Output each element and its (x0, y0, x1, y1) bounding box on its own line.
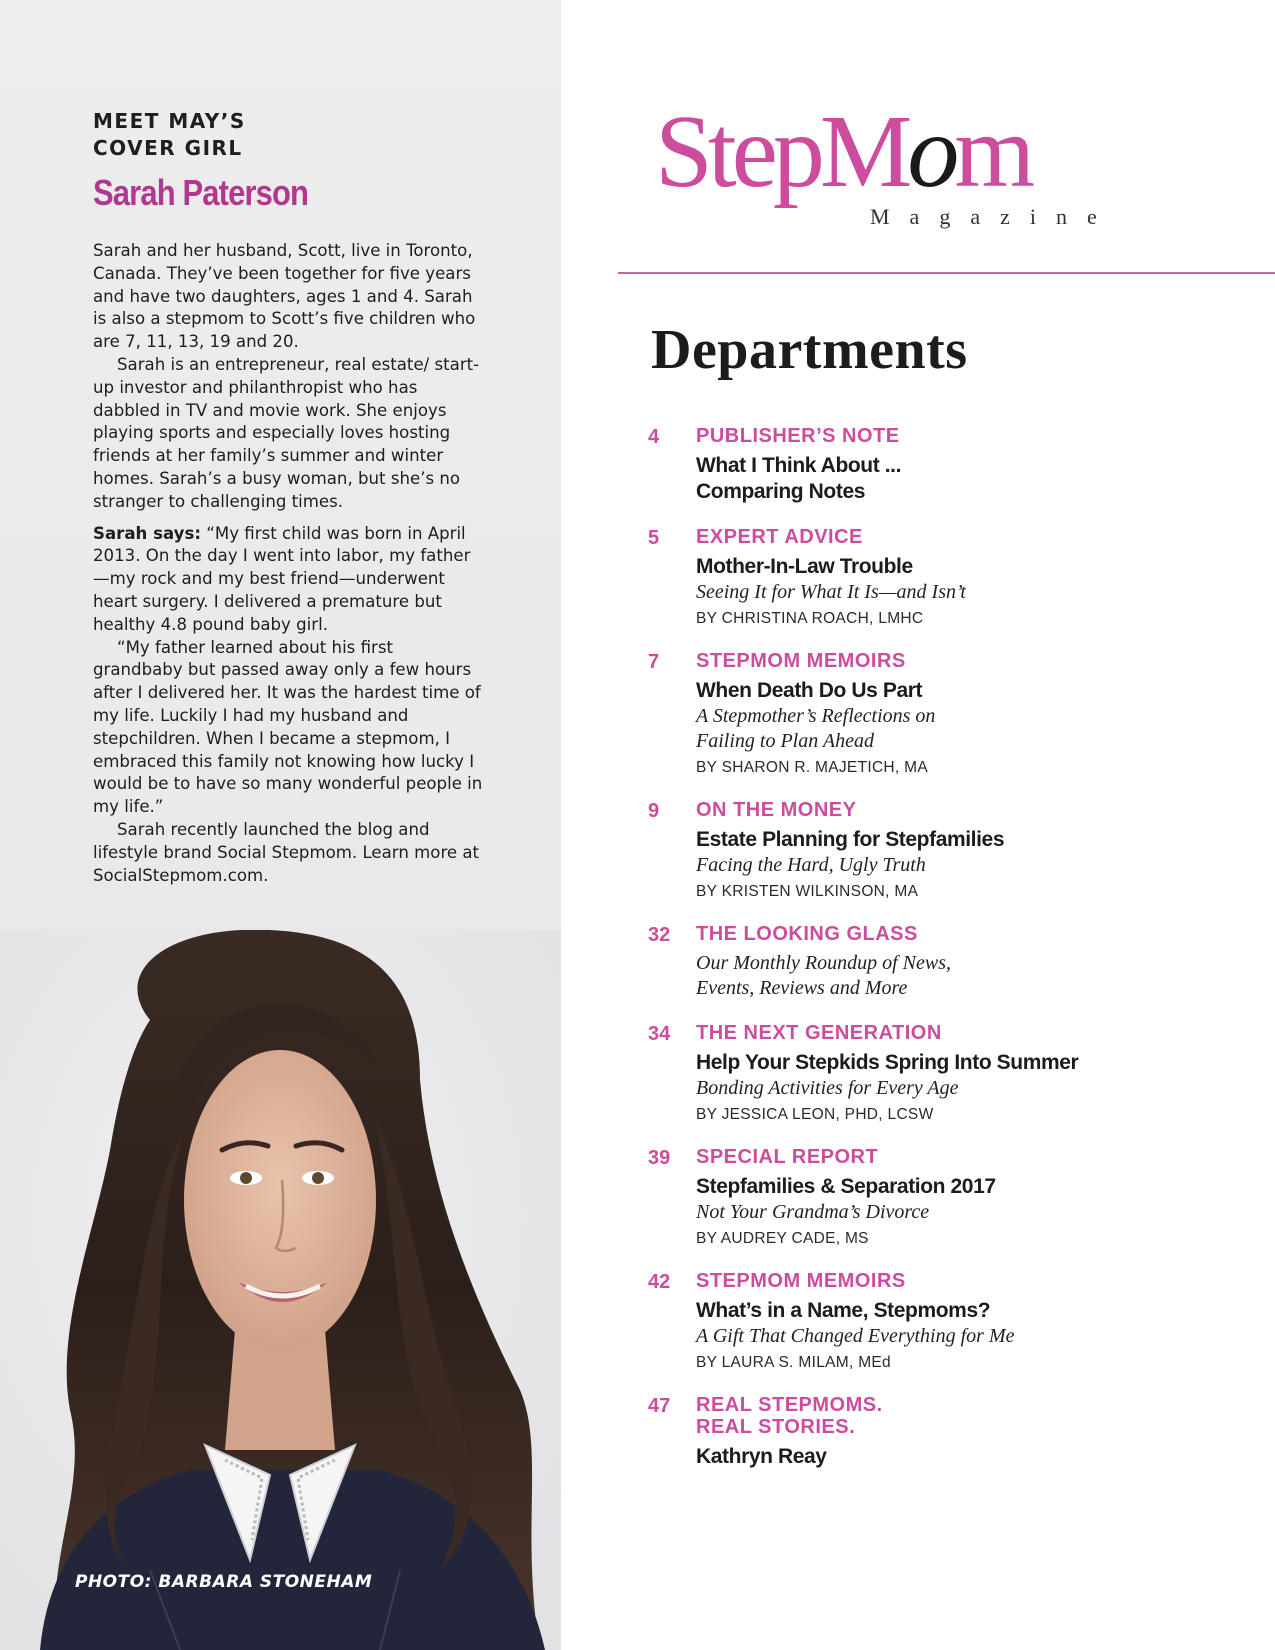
bio-paragraph-quote (93, 523, 483, 637)
cover-eyebrow (93, 108, 353, 162)
toc-subtitle: Seeing It for What It Is—and Isn’t (696, 581, 966, 603)
toc-byline: BY AUDREY CADE, MS (696, 1230, 869, 1247)
toc-title: When Death Do Us Part (696, 679, 923, 702)
toc-entry[interactable] (648, 526, 1248, 629)
toc-subtitle: Facing the Hard, Ugly Truth (696, 854, 926, 876)
toc-category: ON THE MONEY (696, 799, 857, 821)
toc-byline: BY JESSICA LEON, PHD, LCSW (696, 1106, 934, 1123)
departments-heading: Departments (651, 319, 968, 381)
toc-category: THE LOOKING GLASS (696, 923, 918, 945)
toc-subtitle: Our Monthly Roundup of News, Events, Reviews and More (696, 952, 951, 999)
masthead-logo-part: o (907, 94, 955, 209)
toc-subtitle: A Stepmother’s Reflections on Failing to Plan Ahead (696, 705, 936, 752)
toc-byline: BY LAURA S. MILAM, MEd (696, 1354, 891, 1371)
bio-paragraph: Sarah is an entrepreneur, real estate/ start-up investor and philanthropist who has dabbled in TV and movie work. She enjoys playing sports and especially loves hosting friends at her family’s summer and winter homes. Sarah’s a busy woman, but she’s no stranger to challenging times. (93, 354, 480, 511)
toc-page-number: 5 (648, 527, 660, 549)
toc-page-number: 32 (648, 924, 671, 946)
toc-title: Kathryn Reay (696, 1445, 827, 1468)
toc-entry[interactable] (648, 425, 1248, 505)
header-divider (618, 272, 1275, 274)
toc-entry[interactable] (648, 923, 1248, 1001)
eyebrow-line-2: COVER GIRL (93, 136, 243, 160)
toc-category: STEPMOM MEMOIRS (696, 650, 906, 672)
toc-entry-body (696, 1146, 1248, 1249)
magazine-masthead (655, 92, 1145, 242)
toc-byline: BY CHRISTINA ROACH, LMHC (696, 610, 924, 627)
toc-subtitle: A Gift That Changed Everything for Me (696, 1325, 1015, 1347)
toc-subtitle: Not Your Grandma’s Divorce (696, 1201, 930, 1223)
toc-byline: BY SHARON R. MAJETICH, MA (696, 759, 928, 776)
toc-entry-body (696, 1022, 1248, 1125)
toc-title: Estate Planning for Stepfamilies (696, 828, 1005, 851)
toc-page-number: 7 (648, 651, 660, 673)
toc-category: PUBLISHER’S NOTE (696, 425, 900, 447)
toc-entry-body (696, 425, 1248, 505)
toc-entry-body (696, 1270, 1248, 1373)
toc-page-number: 39 (648, 1147, 671, 1169)
toc-page-number: 34 (648, 1023, 671, 1045)
toc-page-number: 4 (648, 426, 660, 448)
toc-page-number: 42 (648, 1271, 671, 1293)
toc-title: What’s in a Name, Stepmoms? (696, 1299, 991, 1322)
cover-girl-portrait (0, 930, 561, 1650)
toc-entry-body (696, 923, 1248, 1001)
toc-entry[interactable] (648, 650, 1248, 778)
toc-title: Mother-In-Law Trouble (696, 555, 913, 578)
bio-paragraph: “My father learned about his first grandbaby but passed away only a few hours after I delivered her. It was the hardest time of my life. Luckily I had my husband and stepchildren. When I became a stepmom, I embraced this family not knowing how lucky I would be to have so many wonderful people in my life.” (93, 637, 483, 817)
toc-page-number: 47 (648, 1395, 671, 1417)
cover-girl-name: Sarah Paterson (93, 172, 309, 213)
toc-entry[interactable] (648, 1270, 1248, 1373)
toc-entry-body (696, 526, 1248, 629)
toc-category: EXPERT ADVICE (696, 526, 863, 548)
toc-entry-body (696, 1394, 1248, 1470)
masthead-logo (655, 92, 1030, 212)
toc-entry[interactable] (648, 799, 1248, 902)
toc-page-number: 9 (648, 800, 660, 822)
toc-entry-body (696, 799, 1248, 902)
toc-category: THE NEXT GENERATION (696, 1022, 942, 1044)
toc-title: What I Think About ... Comparing Notes (696, 454, 902, 503)
toc-title: Help Your Stepkids Spring Into Summer (696, 1051, 1079, 1074)
bio-quote-lead: Sarah says: (93, 523, 202, 543)
masthead-subtitle: Magazine (870, 204, 1117, 229)
cover-bio (93, 240, 483, 887)
toc-title: Stepfamilies & Separation 2017 (696, 1175, 996, 1198)
toc-entry[interactable] (648, 1146, 1248, 1249)
masthead-logo-part: m (954, 94, 1031, 209)
cover-girl-panel (0, 0, 561, 1650)
bio-quote-text: “My first child was born in April 2013. On the day I went into labor, my father—my rock and my best friend—underwent heart surgery. I delivered a premature but healthy 4.8 pound baby girl. (93, 523, 471, 634)
toc-byline: BY KRISTEN WILKINSON, MA (696, 883, 919, 900)
toc-entry[interactable] (648, 1022, 1248, 1125)
eyebrow-line-1: MEET MAY’S (93, 109, 246, 133)
toc-entry[interactable] (648, 1394, 1248, 1470)
bio-paragraph: Sarah recently launched the blog and lifestyle brand Social Stepmom. Learn more at SocialStepmom.com. (93, 819, 480, 885)
toc-category: REAL STEPMOMS. REAL STORIES. (696, 1394, 883, 1438)
toc-subtitle: Bonding Activities for Every Age (696, 1077, 959, 1099)
toc-category: STEPMOM MEMOIRS (696, 1270, 906, 1292)
bio-paragraph: Sarah and her husband, Scott, live in Toronto, Canada. They’ve been together for five years and have two daughters, ages 1 and 4. Sarah is also a stepmom to Scott’s five children who are 7, 11, 13, 19 and 20. (93, 241, 476, 352)
departments-list (648, 425, 1248, 1491)
toc-entry-body (696, 650, 1248, 778)
photo-credit: PHOTO: BARBARA STONEHAM (75, 1572, 373, 1592)
toc-category: SPECIAL REPORT (696, 1146, 879, 1168)
masthead-logo-part: StepM (655, 94, 908, 209)
